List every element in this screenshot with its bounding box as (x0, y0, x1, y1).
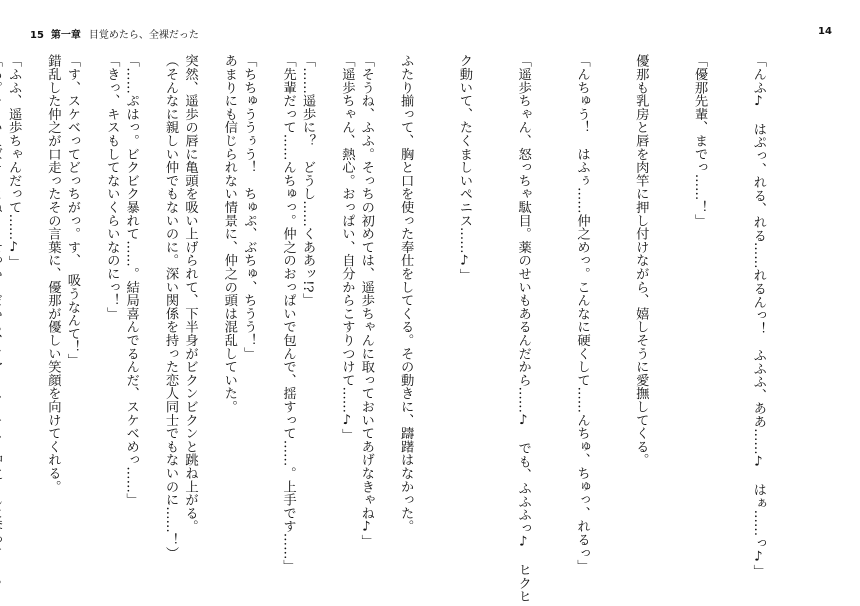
left-page-number: 15 (30, 30, 44, 41)
chapter-title: 目覚めたら、全裸だった (88, 30, 199, 41)
text-column: （そんなに親しい仲でもないのに。深い関係を持った恋人同士でもないのに……！） (163, 54, 178, 560)
text-column: 錯乱した仲之が口走ったその言葉に、優那が優しい笑顔を向けてくれる。 (45, 54, 61, 493)
text-column: 「ちちゅううぅう！ ちゅぷ、ぶちゅ、ちうう！」 (241, 54, 257, 360)
text-column: 「きっ、キスもしてないくらいなのにっ！」 (104, 54, 120, 320)
text-column: 「……遥歩に？ どうし……くああッ!?」 (300, 54, 316, 306)
text-column: 「……ぷはっ。ビクビク暴れて……。結局喜んでるんだ、スケベめっ……」 (123, 54, 139, 507)
text-column: ク動いて、たくましいペニス……♪」 (456, 54, 472, 282)
text-column: 「遥歩ちゃん、怒っちゃ駄目。薬のせいもあるんだから……♪ でも、ふふふっ♪ ヒクヒ (515, 54, 531, 603)
text-column: ふたり揃って、胸と口を使った奉仕をしてくる。その動きに、躊躇はなかった。 (398, 54, 414, 533)
right-page-number: 14 (818, 26, 832, 37)
text-column: 突然、遥歩の唇に亀頭を吸い上げられて、下半身がビクンビクンと跳ね上がる。 (182, 54, 198, 533)
text-column: 「優那先輩、までっ……！」 (692, 54, 708, 227)
text-column: 「んちゅう！ はふぅ……仲之めっ。こんなに硬くして……んちゅ、ちゅっ、れるっ」 (574, 54, 590, 573)
text-column: 「す、スケベってどっちがっ。す、 吸うなんて！」 (64, 54, 80, 367)
left-page-header (30, 26, 199, 41)
text-column: 「そうね、ふふ。そっちの初めては、遥歩ちゃんに取っておいてあげなきゃね♪」 (358, 54, 374, 548)
text-column: 優那も乳房と唇を肉竿に押し付けながら、嬉しそうに愛撫してくる。 (633, 54, 649, 467)
text-column: 「ふふ、遥歩ちゃんだって……♪」 (6, 54, 22, 269)
chapter-label: 第一章 (50, 30, 81, 41)
text-column: 「遥歩ちゃん、熱心。おっぱい、自分からこすりつけて……♪」 (339, 54, 355, 442)
text-column: 「んふ♪ はぷっ、れる、れる……れるんっ！ ふふふ、ああ……♪ はぁ……っ♪」 (750, 54, 766, 578)
text-column (0, 54, 4, 576)
text-column: 「先輩だって……んちゅっ。仲之のおっぱいで包んで、揺すって……。上手です……」 (280, 54, 296, 573)
text-column: あまりにも信じられない情景に、仲之の頭は混乱していた。 (221, 54, 237, 414)
